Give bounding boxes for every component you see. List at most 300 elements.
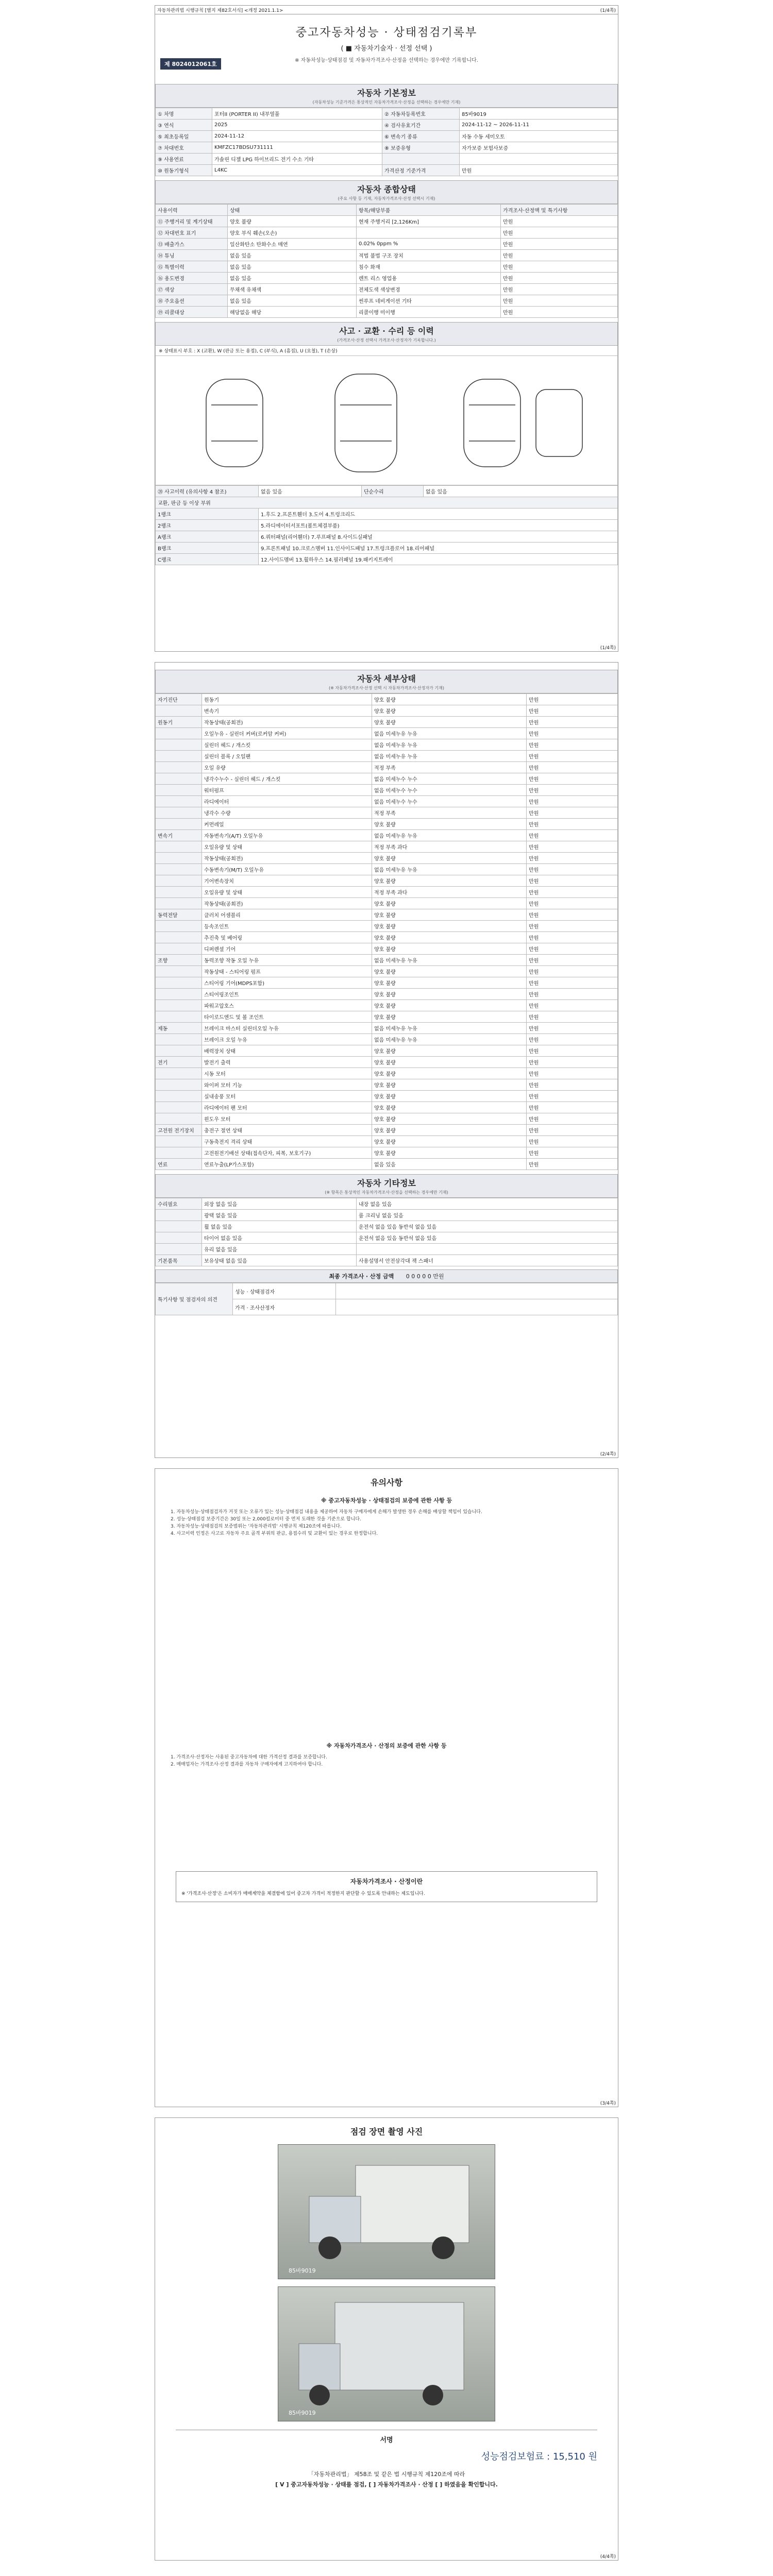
summary-detail: 리콜이행 미이행 [357, 307, 501, 318]
detail-row [156, 955, 618, 966]
page-4 [155, 2117, 618, 2561]
detail-part: 실린더 헤드 / 개스킷 [202, 739, 372, 751]
other-row [156, 1232, 618, 1244]
appraisal-box [176, 1871, 597, 1902]
detail-part: 연료누출(LP가스포함) [202, 1159, 372, 1170]
detail-part: 원동기 [202, 694, 372, 705]
detail-row [156, 739, 618, 751]
detail-state: 양호 불량 [372, 966, 527, 977]
detail-state: 양호 불량 [372, 853, 527, 864]
detail-price: 만원 [527, 921, 618, 932]
detail-part: 워터펌프 [202, 785, 372, 796]
detail-price: 만원 [527, 1113, 618, 1125]
basic-label: ③ 연식 [156, 120, 212, 131]
detail-row [156, 762, 618, 773]
summary-detail: 현재 주행거리 [2,126Km] [357, 216, 501, 227]
detail-row [156, 751, 618, 762]
detail-part: 시동 모터 [202, 1068, 372, 1079]
detail-row [156, 1091, 618, 1102]
detail-part: 등속조인트 [202, 921, 372, 932]
summary-detail: 렌트 리스 영업용 [357, 273, 501, 284]
accident-rank: B랭크 [156, 543, 259, 554]
basic-row [156, 165, 618, 176]
other-a: 보유상태 없음 있음 [202, 1255, 357, 1266]
other-a: 타이어 없음 있음 [202, 1232, 357, 1244]
detail-part: 스티어링 기어(MDPS포함) [202, 977, 372, 989]
detail-price: 만원 [527, 1000, 618, 1011]
detail-price: 만원 [527, 932, 618, 943]
detail-group [156, 1147, 202, 1159]
detail-state: 양호 불량 [372, 694, 527, 705]
detail-price: 만원 [527, 989, 618, 1000]
detail-state: 양호 불량 [372, 977, 527, 989]
signature-row [176, 2430, 597, 2463]
summary-note: (주요 사항 등 기재, 자동차가격조사·산정 선택시 기재) [338, 196, 435, 201]
other-heading: 자동차 기타정보 [357, 1178, 416, 1188]
detail-row [156, 819, 618, 830]
page-number-2: (2/4쪽) [600, 1452, 616, 1457]
detail-note: (※ 자동차가격조사·산정 선택 시 자동차가격조사·산정자가 기재) [329, 686, 444, 690]
detail-row [156, 1011, 618, 1023]
detail-row [156, 966, 618, 977]
detail-price: 만원 [527, 955, 618, 966]
detail-price: 만원 [527, 1057, 618, 1068]
detail-part: 배력장치 상태 [202, 1045, 372, 1057]
footer-line-2: [ V ] 중고자동차성능 · 상태를 점검, [ ] 자동차가격조사 · 산정 [ ] 하였음을 확인합니다. [275, 2481, 498, 2488]
detail-row [156, 932, 618, 943]
detail-group [156, 853, 202, 864]
detail-price: 만원 [527, 1159, 618, 1170]
page-number-4: (4/4쪽) [600, 2554, 616, 2560]
detail-state: 없음 있음 [372, 1159, 527, 1170]
detail-state: 양호 불량 [372, 1000, 527, 1011]
summary-detail [357, 227, 501, 239]
basic-label-2: ② 자동차등록번호 [382, 108, 460, 120]
detail-price: 만원 [527, 841, 618, 853]
summary-detail: 적법 불법 구조 장치 [357, 250, 501, 261]
summary-detail: 썬루프 네비게이션 기타 [357, 295, 501, 307]
car-side-right [464, 379, 520, 467]
detail-group [156, 921, 202, 932]
detail-part: 스티어링조인트 [202, 989, 372, 1000]
detail-row [156, 694, 618, 705]
detail-row [156, 796, 618, 807]
detail-group [156, 1011, 202, 1023]
detail-price: 만원 [527, 909, 618, 921]
summary-table [155, 204, 618, 318]
summary-section [155, 180, 618, 204]
accident-rank: A랭크 [156, 531, 259, 543]
summary-item: ⑯ 용도변경 [156, 273, 228, 284]
detail-state: 없음 미세누유 누유 [372, 1034, 527, 1045]
summary-state: 무채색 유채색 [228, 284, 357, 295]
note-3: 3. 자동차성능·상태점검의 보증범위는 '자동차관리법' 시행규칙 제120조에 따릅니다. [171, 1524, 342, 1529]
detail-part: 브레이크 마스터 실린더오일 누유 [202, 1023, 372, 1034]
inspection-photo-2 [278, 2286, 495, 2421]
detail-state: 없음 미세누유 누유 [372, 830, 527, 841]
detail-part: 고전원전기배선 상태(접속단자, 피복, 보호기구) [202, 1147, 372, 1159]
detail-row [156, 898, 618, 909]
basic-row [156, 131, 618, 142]
detail-group [156, 807, 202, 819]
detail-row [156, 909, 618, 921]
basic-label: ① 차명 [156, 108, 212, 120]
summary-state: 없음 있음 [228, 295, 357, 307]
detail-state: 양호 불량 [372, 1011, 527, 1023]
basic-label: ⑨ 사용연료 [156, 154, 212, 165]
detail-price: 만원 [527, 1091, 618, 1102]
basic-info-note: (자동차성능 기준가격은 통상적인 자동차가격조사·산정을 선택하는 경우에만 기재) [312, 100, 461, 105]
note-1: 1. 자동차성능·상태점검자가 거짓 또는 오류가 있는 성능·상태점검 내용을 제공하여 자동차 구매자에게 손해가 발생한 경우 손해를 배상할 책임이 있습니다. [171, 1510, 482, 1515]
detail-part: 발전기 출력 [202, 1057, 372, 1068]
detail-state: 없음 미세누수 누수 [372, 796, 527, 807]
inspection-photo-1 [278, 2144, 495, 2279]
detail-state: 양호 불량 [372, 819, 527, 830]
other-group [156, 1221, 202, 1232]
form-reference: 자동차관리법 시행규칙 [별지 제82호서식] <개정 2021.1.1> [157, 8, 283, 13]
detail-price: 만원 [527, 875, 618, 887]
detail-state: 양호 불량 [372, 921, 527, 932]
detail-group [156, 1000, 202, 1011]
detail-price: 만원 [527, 1136, 618, 1147]
detail-row [156, 1023, 618, 1034]
detail-row [156, 1125, 618, 1136]
detail-state: 없음 미세누유 누유 [372, 728, 527, 739]
accident-rank: 1랭크 [156, 509, 259, 520]
summary-price: 만원 [501, 250, 618, 261]
basic-label-2 [382, 154, 460, 165]
accident-heading: 사고 · 교환 · 수리 등 이력 [339, 326, 434, 336]
other-section [155, 1174, 618, 1198]
basic-label-2: 가격산정 기준가격 [382, 165, 460, 176]
summary-state: 없음 있음 [228, 273, 357, 284]
summary-detail: 전체도색 색상변경 [357, 284, 501, 295]
final-price-value: 0 0 0 0 0 만원 [406, 1273, 444, 1280]
simple-repair-value: 없음 있음 [424, 486, 618, 497]
accident-rank-items: 9.프론트패널 10.크로스멤버 11.인사이드패널 17.트렁크플로어 18.리어패널 [259, 543, 618, 554]
detail-row [156, 1102, 618, 1113]
detail-row [156, 887, 618, 898]
detail-state: 양호 불량 [372, 943, 527, 955]
detail-price: 만원 [527, 739, 618, 751]
summary-item: ⑭ 튜닝 [156, 250, 228, 261]
basic-value-2: 85바9019 [460, 108, 618, 120]
summary-row [156, 284, 618, 295]
basic-value: KMFZC17BDSU731111 [212, 142, 382, 154]
detail-part: 클러치 어셈블리 [202, 909, 372, 921]
basic-value-2: 만원 [460, 165, 618, 176]
detail-price: 만원 [527, 1079, 618, 1091]
detail-row [156, 1045, 618, 1057]
detail-group: 변속기 [156, 830, 202, 841]
summary-row [156, 227, 618, 239]
basic-row [156, 108, 618, 120]
detail-row [156, 773, 618, 785]
basic-label-2: ④ 검사유효기간 [382, 120, 460, 131]
detail-part: 디퍼렌셜 기어 [202, 943, 372, 955]
detail-group: 제동 [156, 1023, 202, 1034]
note-6: 2. 매매업자는 가격조사·산정 결과를 자동차 구매자에게 고지하여야 합니다. [171, 1762, 323, 1767]
detail-group: 조향 [156, 955, 202, 966]
car-frame-view [536, 389, 582, 456]
summary-price: 만원 [501, 295, 618, 307]
car-side-left [206, 379, 263, 467]
basic-value-2: 2024-11-12 ~ 2026-11-11 [460, 120, 618, 131]
summary-row [156, 307, 618, 318]
accident-rank: C랭크 [156, 554, 259, 565]
accident-history-label: ⑳ 사고이력 (유의사항 4 참조) [156, 486, 259, 497]
note-5: 1. 가격조사·산정자는 사용된 중고자동차에 대한 가격산정 결과를 보증합니다. [171, 1755, 327, 1760]
detail-row [156, 807, 618, 819]
summary-item: ⑬ 배출가스 [156, 239, 228, 250]
summary-state: 없음 있음 [228, 250, 357, 261]
detail-state: 양호 불량 [372, 932, 527, 943]
other-group [156, 1232, 202, 1244]
basic-value: 가솔린 디젤 LPG 하이브리드 전기 수소 기타 [212, 154, 382, 165]
detail-state: 양호 불량 [372, 1057, 527, 1068]
detail-state: 적정 부족 [372, 762, 527, 773]
detail-row [156, 1068, 618, 1079]
detail-row [156, 1159, 618, 1170]
accident-rank-row [156, 520, 618, 531]
accident-note: (가격조사·산정 선택시 가격조사·산정자가 기록합니다.) [337, 338, 436, 343]
detail-state: 양호 불량 [372, 909, 527, 921]
page-number-3: (3/4쪽) [600, 2101, 616, 2106]
detail-state: 양호 불량 [372, 875, 527, 887]
detail-row [156, 943, 618, 955]
notes-head-1: ※ 중고자동차성능 · 상태점검의 보증에 관한 사항 등 [321, 1497, 452, 1504]
detail-part: 윈도우 모터 [202, 1113, 372, 1125]
summary-price: 만원 [501, 216, 618, 227]
detail-part: 추진축 및 베어링 [202, 932, 372, 943]
form-subtitle: ( ■ 자동차기술자 · 선정 선택 ) [341, 45, 432, 53]
detail-group [156, 932, 202, 943]
summary-price: 만원 [501, 261, 618, 273]
notes-head-2: ※ 자동차가격조사 · 산정의 보증에 관한 사항 등 [326, 1742, 447, 1749]
truck-photo-1-svg [278, 2145, 495, 2279]
summary-col-state: 상태 [228, 205, 357, 216]
special-inspector-note [336, 1283, 618, 1299]
detail-part: 오일 유량 [202, 762, 372, 773]
detail-row [156, 785, 618, 796]
detail-part: 작동상태(공회전) [202, 853, 372, 864]
inspection-fee: 성능점검보험료 : 15,510 원 [481, 2451, 597, 2462]
detail-part: 오일유량 및 상태 [202, 887, 372, 898]
detail-part: 자동변속기(A/T) 오일누유 [202, 830, 372, 841]
detail-price: 만원 [527, 853, 618, 864]
photo-2-caption: 85바9019 [289, 2410, 316, 2416]
detail-price: 만원 [527, 977, 618, 989]
detail-price: 만원 [527, 943, 618, 955]
accident-section [155, 322, 618, 346]
detail-state: 양호 불량 [372, 1079, 527, 1091]
detail-state: 양호 불량 [372, 898, 527, 909]
appraisal-box-text: ※ '가격조사·산정'은 소비자가 매매계약을 체결함에 있어 중고차 가격이 적정한지 판단할 수 있도록 안내하는 제도입니다. [181, 1891, 425, 1896]
special-appraiser: 가격 · 조사산정자 [233, 1299, 336, 1315]
accident-rank-row [156, 554, 618, 565]
detail-part: 타이로드엔드 및 볼 조인트 [202, 1011, 372, 1023]
detail-state: 적정 부족 [372, 807, 527, 819]
detail-state: 없음 미세누수 누수 [372, 785, 527, 796]
note-2: 2. 성능·상태점검 보증기간은 30일 또는 2,000킬로미터 중 먼저 도래한 것을 기준으로 합니다. [171, 1517, 361, 1522]
detail-row [156, 875, 618, 887]
detail-group [156, 1079, 202, 1091]
detail-part: 냉각수 수량 [202, 807, 372, 819]
detail-state: 양호 불량 [372, 705, 527, 717]
accident-rank-items: 5.라디에이터서포트(볼트체결부품) [259, 520, 618, 531]
detail-state: 없음 미세누유 누유 [372, 955, 527, 966]
detail-group [156, 977, 202, 989]
other-row [156, 1210, 618, 1221]
detail-group [156, 1091, 202, 1102]
detail-row [156, 1034, 618, 1045]
detail-group [156, 966, 202, 977]
detail-row [156, 705, 618, 717]
detail-part: 작동상태(공회전) [202, 898, 372, 909]
detail-price: 만원 [527, 1068, 618, 1079]
detail-group [156, 762, 202, 773]
detail-price: 만원 [527, 1034, 618, 1045]
detail-price: 만원 [527, 887, 618, 898]
summary-item: ⑪ 주행거리 및 계기상태 [156, 216, 228, 227]
page-3 [155, 1468, 618, 2107]
car-top-view [335, 374, 397, 472]
detail-part: 작동상태 - 스티어링 펌프 [202, 966, 372, 977]
accident-rank-items: 1.후드 2.프론트휀더 3.도어 4.트렁크리드 [259, 509, 618, 520]
other-group: 기본품목 [156, 1255, 202, 1266]
summary-item: ⑰ 색상 [156, 284, 228, 295]
detail-price: 만원 [527, 762, 618, 773]
detail-group [156, 705, 202, 717]
detail-price: 만원 [527, 898, 618, 909]
final-price-label: 최종 가격조사 · 산정 금액 [329, 1273, 394, 1280]
detail-price: 만원 [527, 1125, 618, 1136]
detail-row [156, 853, 618, 864]
summary-row [156, 261, 618, 273]
basic-row [156, 154, 618, 165]
basic-label: ⑤ 최초등록일 [156, 131, 212, 142]
summary-col-price: 가격조사·산정액 및 특기사항 [501, 205, 618, 216]
basic-value-2: 자동 수동 세미오토 [460, 131, 618, 142]
accident-rank-row [156, 543, 618, 554]
detail-group [156, 785, 202, 796]
detail-group [156, 1034, 202, 1045]
detail-price: 만원 [527, 1011, 618, 1023]
detail-price: 만원 [527, 1147, 618, 1159]
car-diagram-svg [175, 359, 598, 482]
detail-part: 실린더 블록 / 오일팬 [202, 751, 372, 762]
notes-title: 유의사항 [371, 1478, 402, 1487]
detail-price: 만원 [527, 807, 618, 819]
summary-row [156, 239, 618, 250]
summary-state: 양호 부식 훼손(오손) [228, 227, 357, 239]
summary-row [156, 273, 618, 284]
signature-label: 서명 [380, 2436, 393, 2444]
basic-value: 2024-11-12 [212, 131, 382, 142]
summary-price: 만원 [501, 284, 618, 295]
detail-row [156, 717, 618, 728]
summary-price: 만원 [501, 273, 618, 284]
detail-group [156, 841, 202, 853]
detail-part: 파워고압호스 [202, 1000, 372, 1011]
detail-part: 오일누유 - 실린더 커버(로커암 커버) [202, 728, 372, 739]
detail-row [156, 1079, 618, 1091]
detail-row [156, 830, 618, 841]
basic-label-2: ⑧ 보증유형 [382, 142, 460, 154]
detail-group: 연료 [156, 1159, 202, 1170]
summary-state: 양호 불량 [228, 216, 357, 227]
detail-row [156, 864, 618, 875]
accident-rank-items: 6.쿼터패널(리어휀더) 7.루프패널 8.사이드실패널 [259, 531, 618, 543]
detail-row [156, 1113, 618, 1125]
detail-group [156, 989, 202, 1000]
detail-group: 동력전달 [156, 909, 202, 921]
other-row [156, 1255, 618, 1266]
accident-rank: 2랭크 [156, 520, 259, 531]
detail-price: 만원 [527, 830, 618, 841]
page-1 [155, 5, 618, 652]
accident-rank-items: 12.사이드멤버 13.휠하우스 14.필러패널 19.패키지트레이 [259, 554, 618, 565]
basic-info-section [155, 84, 618, 108]
detail-price: 만원 [527, 796, 618, 807]
detail-part: 동력조향 작동 오일 누유 [202, 955, 372, 966]
detail-state: 양호 불량 [372, 1045, 527, 1057]
summary-row [156, 216, 618, 227]
detail-state: 양호 불량 [372, 717, 527, 728]
detail-group [156, 887, 202, 898]
detail-group [156, 1045, 202, 1057]
summary-col-detail: 항목/해당부품 [357, 205, 501, 216]
detail-group [156, 751, 202, 762]
detail-table [155, 693, 618, 1170]
detail-price: 만원 [527, 966, 618, 977]
detail-state: 양호 불량 [372, 1091, 527, 1102]
form-note: ※ 자동차성능·상태점검 및 자동차가격조사·산정을 선택하는 경우에만 기록합니다. [295, 58, 478, 63]
detail-group [156, 943, 202, 955]
other-a: 휠 없음 있음 [202, 1221, 357, 1232]
detail-state: 양호 불량 [372, 1113, 527, 1125]
detail-group [156, 1102, 202, 1113]
detail-group [156, 875, 202, 887]
detail-part: 오일유량 및 상태 [202, 841, 372, 853]
summary-detail: 0.02% 0ppm % [357, 239, 501, 250]
detail-row [156, 841, 618, 853]
detail-section [155, 670, 618, 693]
detail-group [156, 1068, 202, 1079]
detail-row [156, 977, 618, 989]
detail-group [156, 864, 202, 875]
accident-table [155, 485, 618, 565]
truck-photo-2-svg [278, 2287, 495, 2421]
summary-price: 만원 [501, 227, 618, 239]
detail-part: 냉각수누수 - 실린더 헤드 / 개스킷 [202, 773, 372, 785]
other-row [156, 1244, 618, 1255]
basic-label-2: ⑥ 변속기 종류 [382, 131, 460, 142]
detail-price: 만원 [527, 1045, 618, 1057]
summary-heading: 자동차 종합상태 [357, 184, 416, 194]
detail-price: 만원 [527, 694, 618, 705]
other-b: 운전석 없음 있음 동반석 없음 있음 [357, 1232, 618, 1244]
detail-part: 커먼레일 [202, 819, 372, 830]
detail-state: 없음 미세누유 누유 [372, 1023, 527, 1034]
detail-price: 만원 [527, 728, 618, 739]
detail-part: 변속기 [202, 705, 372, 717]
special-appraiser-note [336, 1299, 618, 1315]
detail-row [156, 1136, 618, 1147]
detail-row [156, 728, 618, 739]
detail-row [156, 1057, 618, 1068]
basic-label: ⑩ 원동기형식 [156, 165, 212, 176]
